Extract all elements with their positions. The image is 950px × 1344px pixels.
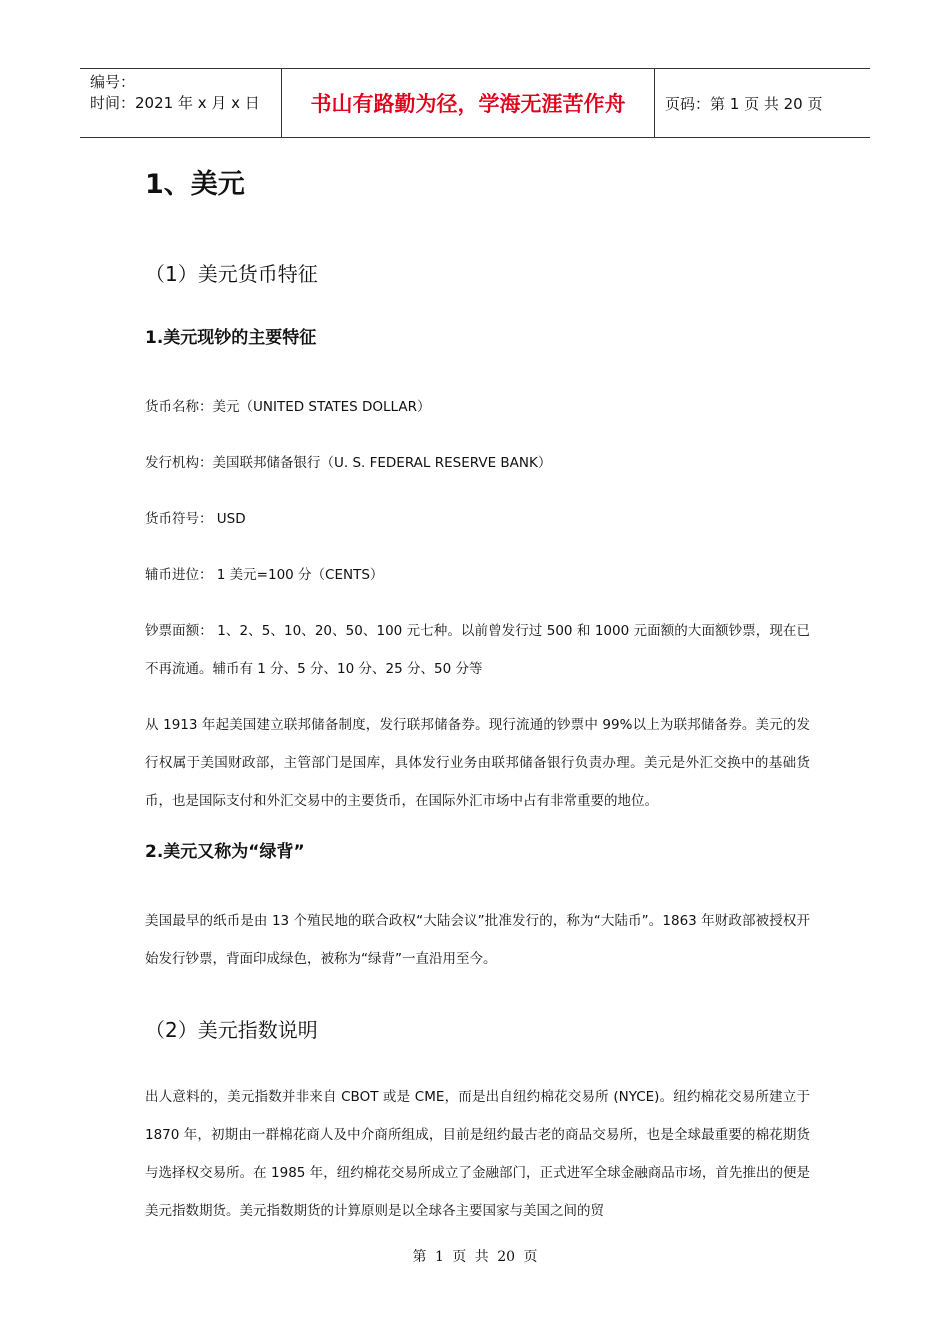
subsection-heading-2: 2.美元又称为“绿背” — [145, 842, 305, 862]
header-meta — [80, 69, 281, 137]
denominations: 钞票面额： 1、2、5、10、20、50、100 元七种。以前曾发行过 500 和 1000 元面额的大面额钞票，现在已不再流通。辅币有 1 分、5 分、10 分、25 分、50 分等 — [145, 623, 810, 677]
issuer: 发行机构：美国联邦储备银行（U. S. FEDERAL RESERVE BANK） — [145, 455, 552, 471]
history-paragraph: 从 1913 年起美国建立联邦储备制度，发行联邦储备券。现行流通的钞票中 99%以上为联邦储备券。美元的发行权属于美国财政部，主管部门是国库，具体发行业务由联邦储备银行负责办理。美元是外汇交换中的基础货币，也是国际支付和外汇交易中的主要货币，在国际外汇市场中占有非常重要的地位。 — [145, 717, 810, 809]
currency-name: 货币名称：美元（UNITED STATES DOLLAR） — [145, 399, 431, 415]
section-heading-2: （2）美元指数说明 — [145, 1018, 318, 1042]
serial-label: 编号： — [90, 73, 136, 91]
document-title: 1、美元 — [145, 169, 245, 200]
subsection-heading-1: 1.美元现钞的主要特征 — [145, 328, 317, 348]
document-body — [145, 150, 810, 1230]
greenback-paragraph: 美国最早的纸币是由 13 个殖民地的联合政权“大陆会议”批准发行的，称为“大陆币”。1863 年财政部被授权开始发行钞票，背面印成绿色，被称为“绿背”一直沿用至今。 — [145, 913, 810, 967]
section-heading-1: （1）美元货币特征 — [145, 262, 318, 286]
page-header — [80, 68, 870, 138]
dollar-index-paragraph: 出人意料的，美元指数并非来自 CBOT 或是 CME，而是出自纽约棉花交易所 (NYCE)。纽约棉花交易所建立于 1870 年，初期由一群棉花商人及中介商所组成，目前是纽约最古老的商品交易所，也是全球最重要的棉花期货与选择权交易所。在 1985 年，纽约棉花交易所成立了金融部门，正式进军全球金融商品市场，首先推出的便是美元指数期货。美元指数期货的计算原则是以全球各主要国家与美国之间的贸 — [145, 1089, 810, 1219]
page-footer: 第 1 页 共 20 页 — [412, 1249, 538, 1265]
currency-symbol: 货币符号： USD — [145, 511, 246, 527]
header-motto: 书山有路勤为径，学海无涯苦作舟 — [281, 69, 655, 137]
time-label: 时间：2021 年 x 月 x 日 — [90, 94, 260, 112]
header-page-info: 页码：第 1 页 共 20 页 — [665, 94, 823, 113]
subunit: 辅币进位： 1 美元=100 分（CENTS） — [145, 567, 384, 583]
